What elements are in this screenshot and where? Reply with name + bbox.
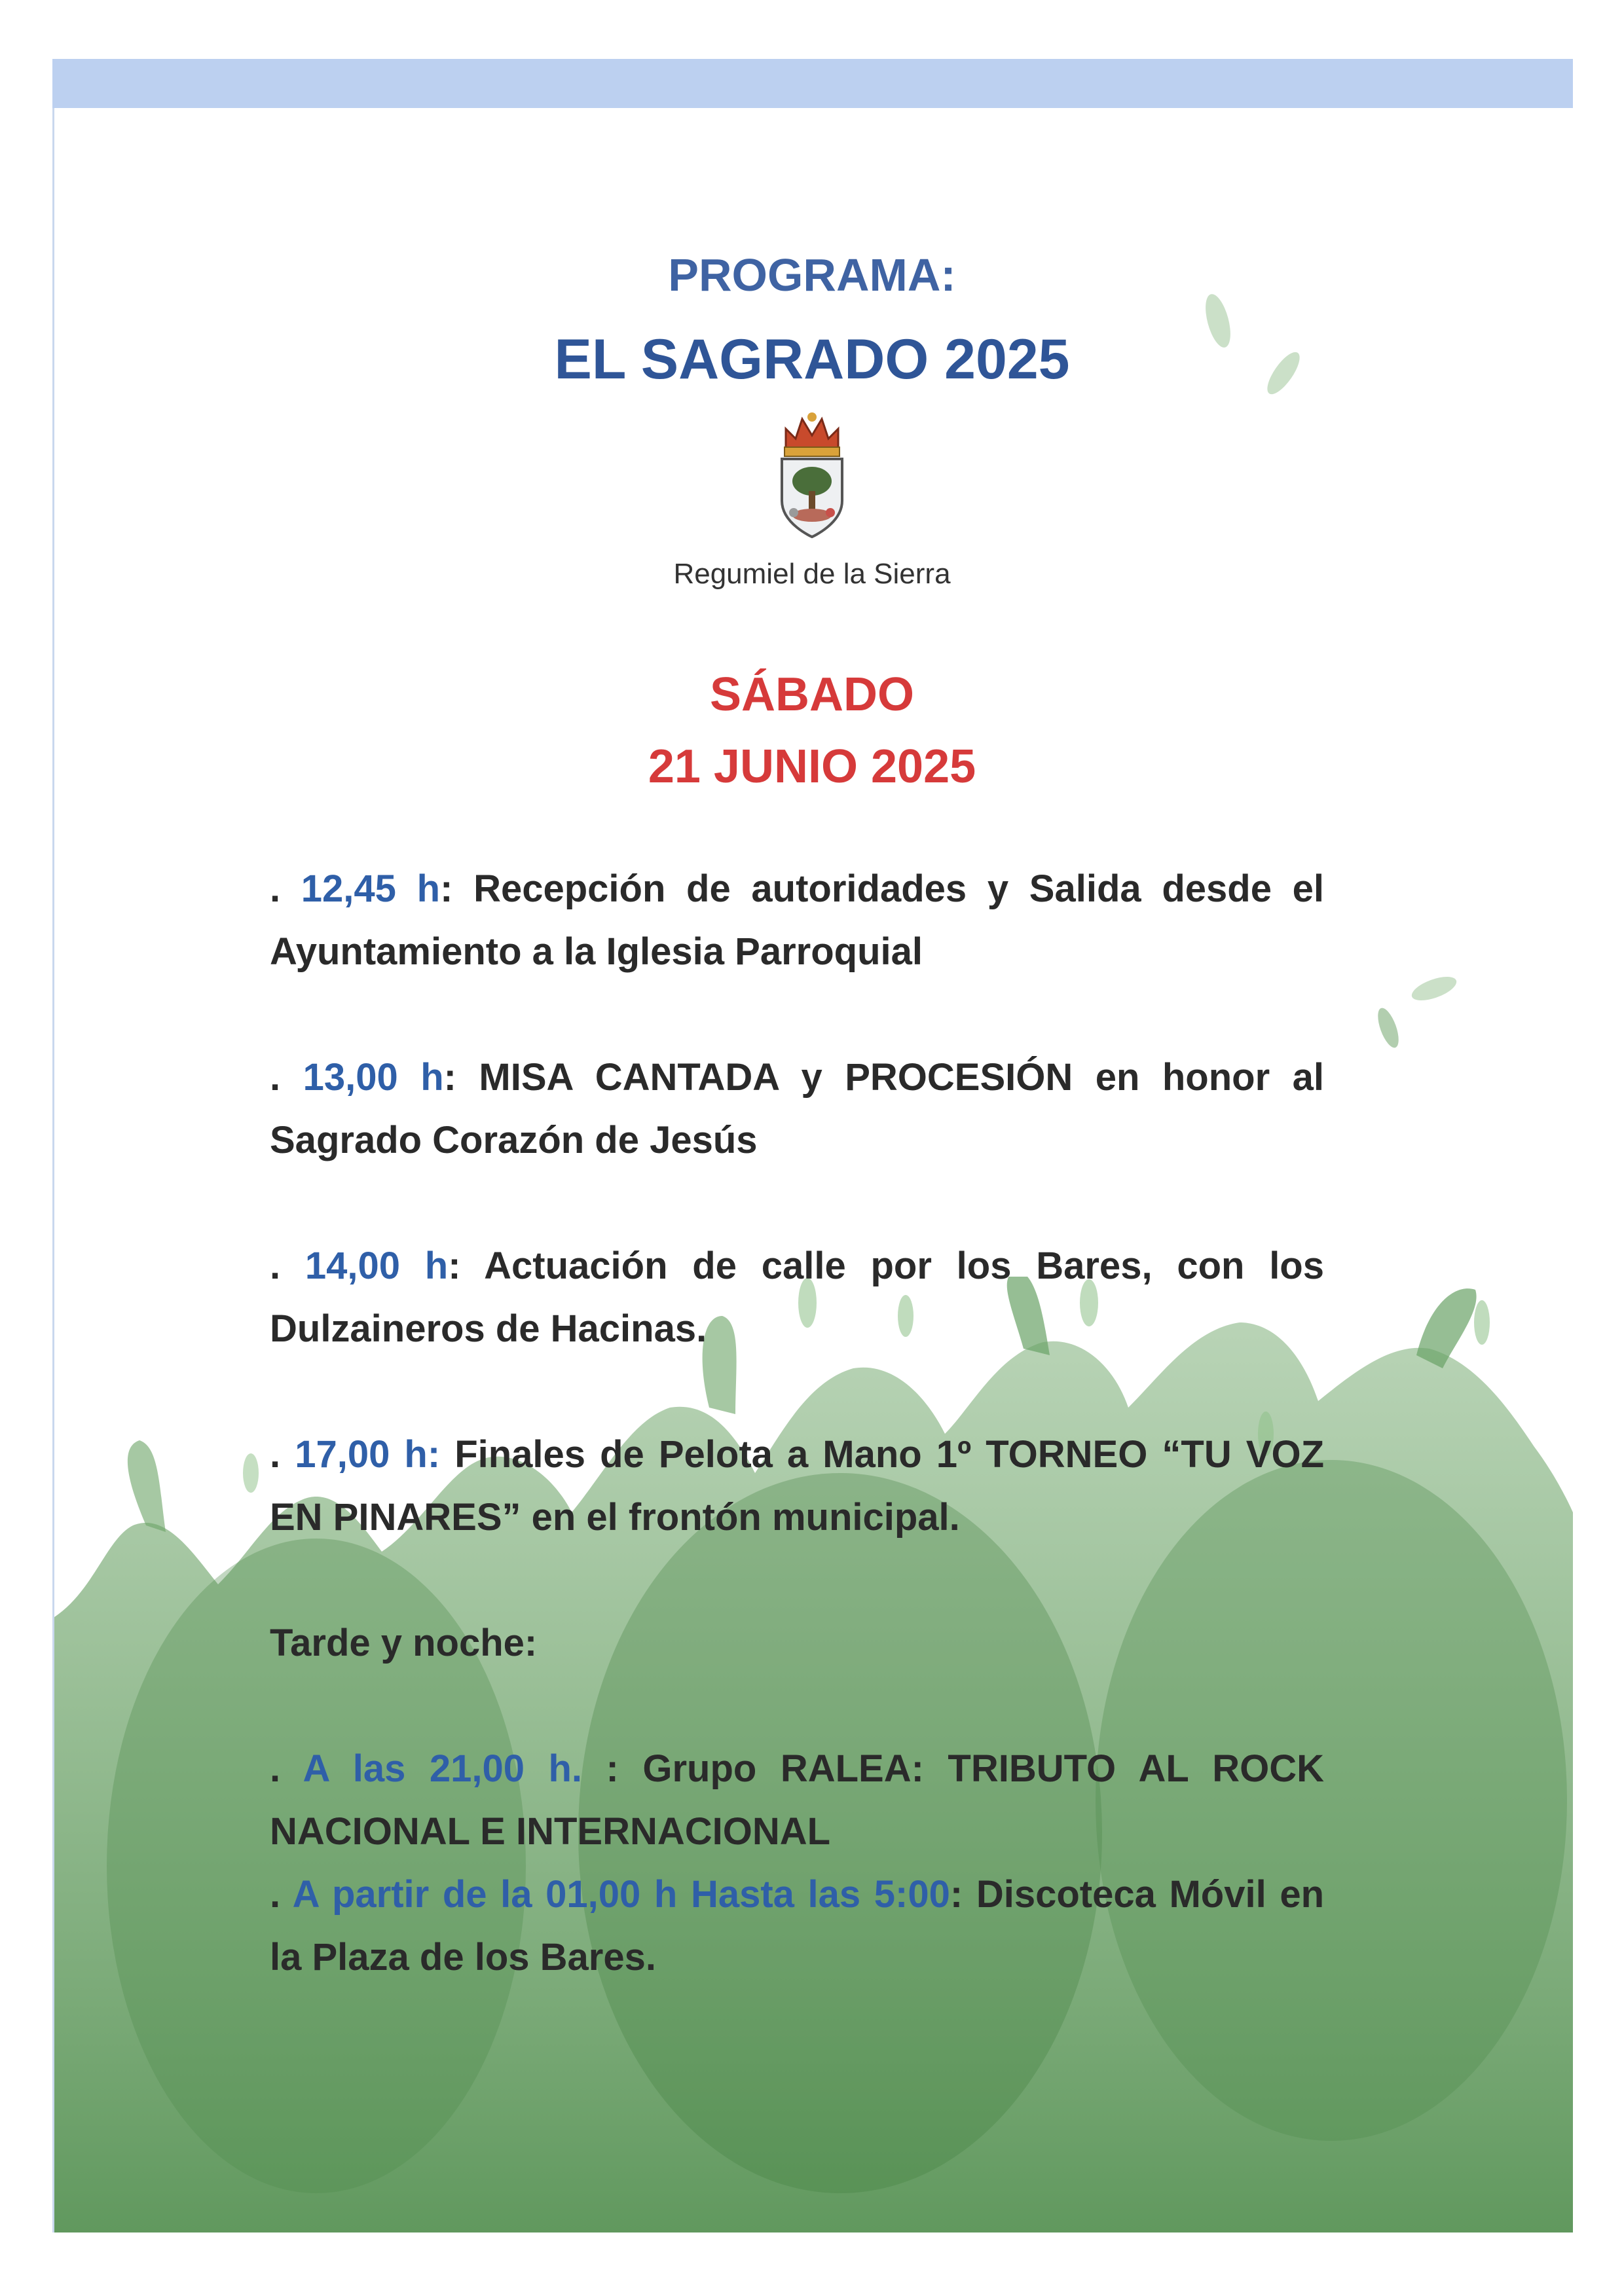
decorative-drops-top xyxy=(1192,282,1336,412)
event-time: 12,45 h xyxy=(301,867,441,910)
event-description: Discoteca Móvil en la Plaza de los Bares. xyxy=(270,1873,1324,1978)
evening-section-label: Tarde y noche: xyxy=(270,1622,538,1664)
event-time: 17,00 h: xyxy=(295,1433,441,1476)
event-item: . 12,45 h: Recepción de autoridades y Salida desde el Ayuntamiento a la Iglesia Parroquial xyxy=(270,867,1324,973)
event-description: Actuación de calle por los Bares, con los Dulzaineros de Hacinas. xyxy=(270,1245,1324,1350)
event-time: A las 21,00 h. xyxy=(303,1747,583,1790)
event-item: . 13,00 h: MISA CANTADA y PROCESIÓN en honor al Sagrado Corazón de Jesús xyxy=(270,1056,1325,1161)
day-name: SÁBADO xyxy=(709,668,914,721)
municipal-crest-icon xyxy=(773,403,851,540)
event-description: Grupo RALEA: TRIBUTO AL ROCK NACIONAL E INTERNACIONAL xyxy=(270,1747,1325,1853)
day-date: 21 JUNIO 2025 xyxy=(648,740,976,793)
decorative-drops-right xyxy=(1362,962,1467,1061)
event-time: A partir de la 01,00 h Hasta las 5:00 xyxy=(292,1873,950,1916)
event-item: . A partir de la 01,00 h Hasta las 5:00: Discoteca Móvil en la Plaza de los Bares. xyxy=(270,1873,1324,1978)
event-time: 13,00 h xyxy=(303,1056,444,1099)
event-description: Recepción de autoridades y Salida desde el Ayuntamiento a la Iglesia Parroquial xyxy=(270,867,1324,973)
event-item: . A las 21,00 h. : Grupo RALEA: TRIBUTO AL ROCK NACIONAL E INTERNACIONAL xyxy=(270,1747,1325,1853)
event-description: MISA CANTADA y PROCESIÓN en honor al Sagrado Corazón de Jesús xyxy=(270,1056,1325,1161)
program-heading: PROGRAMA: xyxy=(668,249,956,301)
event-list xyxy=(270,858,1324,1989)
event-title: EL SAGRADO 2025 xyxy=(554,328,1070,391)
event-time: 14,00 h xyxy=(304,1245,449,1287)
event-item: . 14,00 h: Actuación de calle por los Bares, con los Dulzaineros de Hacinas. xyxy=(270,1245,1324,1350)
event-item: . 17,00 h: Finales de Pelota a Mano 1º TORNEO “TU VOZ EN PINARES” en el frontón municipal. xyxy=(270,1433,1325,1539)
event-description: Finales de Pelota a Mano 1º TORNEO “TU VOZ EN PINARES” en el frontón municipal. xyxy=(270,1433,1325,1539)
top-decorative-band xyxy=(52,59,1573,108)
town-name: Regumiel de la Sierra xyxy=(673,558,951,590)
